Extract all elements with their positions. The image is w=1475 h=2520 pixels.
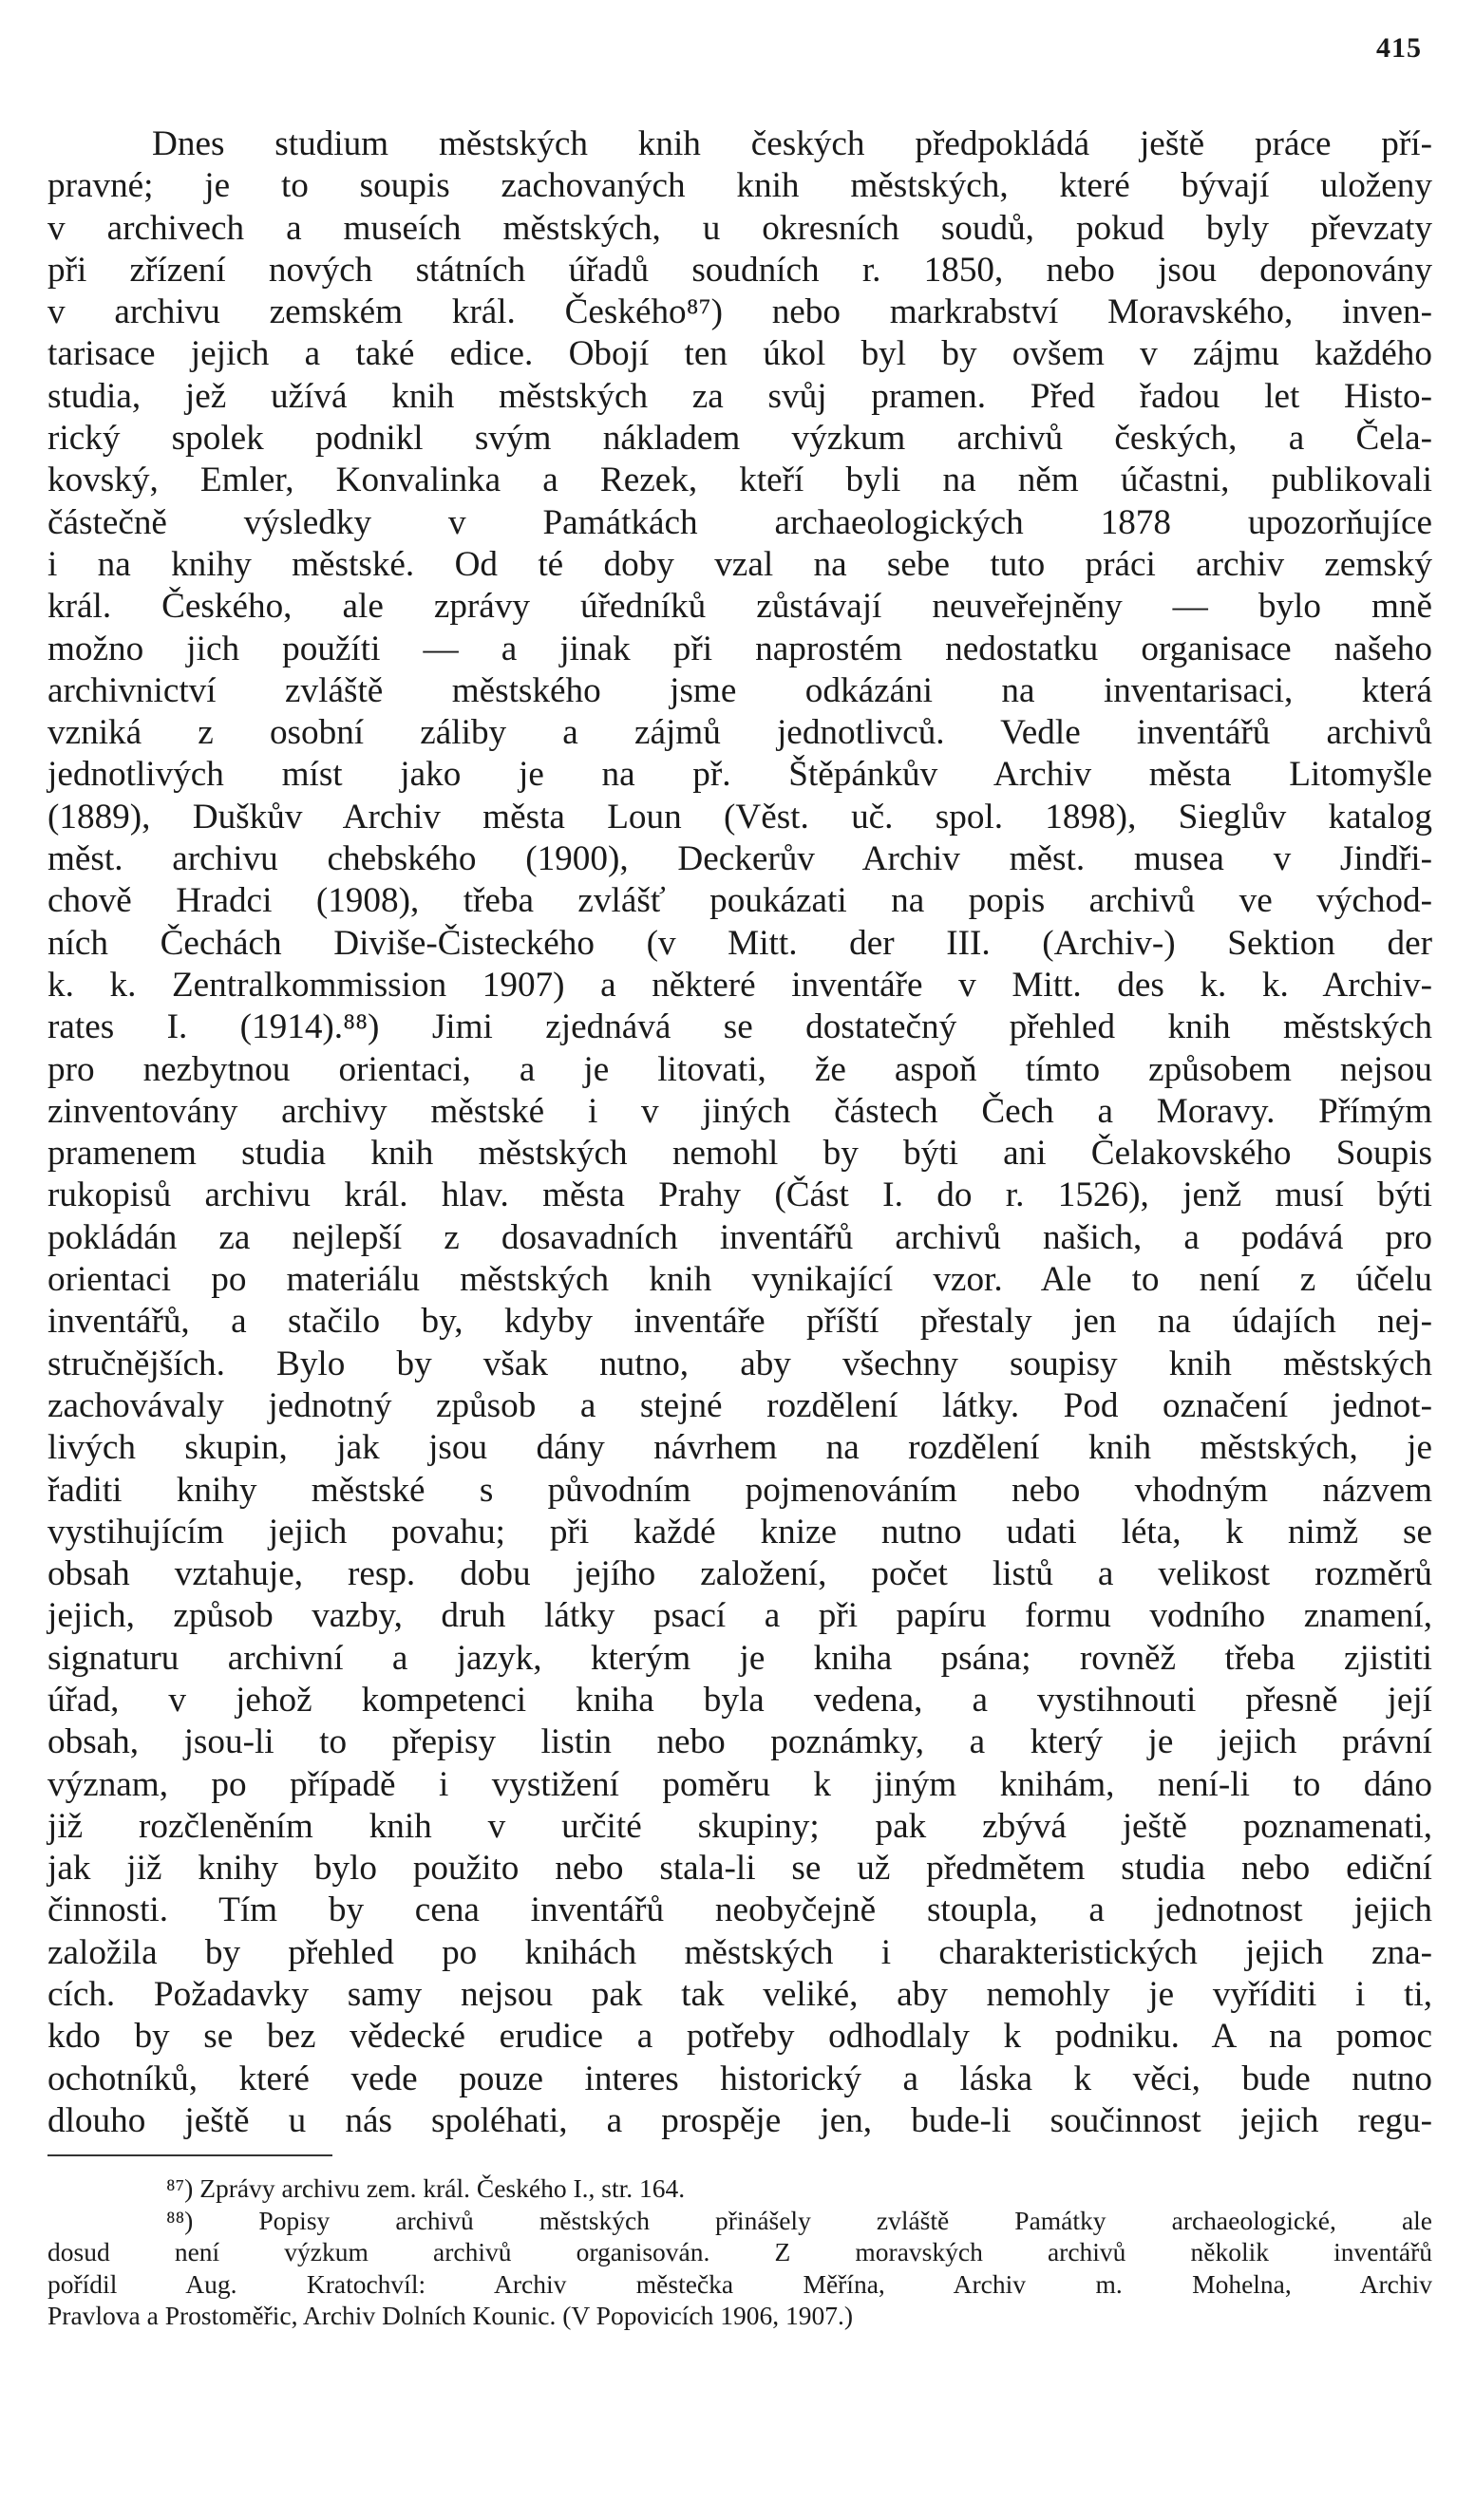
text-line: pokládán za nejlepší z dosavadních inventářů archivů našich, a podává pro (47, 1217, 1432, 1257)
text-line: v archivu zemském král. Českého⁸⁷) nebo markrabství Moravského, inven- (47, 292, 1432, 332)
text-line: řaditi knihy městské s původním pojmenováním nebo vhodným názvem (47, 1470, 1432, 1510)
text-line: při zřízení nových státních úřadů soudních r. 1850, nebo jsou deponovány (47, 250, 1432, 290)
text-line: k. k. Zentralkommission 1907) a některé inventáře v Mitt. des k. k. Archiv- (47, 965, 1432, 1005)
text-line: archivnictví zvláště městského jsme odkázáni na inventarisaci, která (47, 670, 1432, 710)
footnote-line: Pravlova a Prostoměřic, Archiv Dolních Kounic. (V Popovicích 1906, 1907.) (47, 2301, 854, 2330)
text-line: pramenem studia knih městských nemohl by býti ani Čelakovského Soupis (47, 1134, 1432, 1174)
footnote-line: ⁸⁸) Popisy archivů městských přinášely zvláště Památky archaeologické, ale (166, 2205, 1432, 2235)
text-line: v archivech a museích městských, u okresních soudů, pokud byly převzaty (47, 208, 1432, 248)
footnote (47, 2172, 1432, 2205)
text-line: (1889), Duškův Archiv města Loun (Věst. uč. spol. 1898), Sieglův katalog (47, 797, 1432, 837)
text-line: zachovávaly jednotný způsob a stejné rozdělení látky. Pod označení jednot- (47, 1385, 1432, 1425)
text-line: pravné; je to soupis zachovaných knih městských, které bývají uloženy (47, 166, 1432, 206)
text-line: studia, jež užívá knih městských za svůj pramen. Před řadou let Histo- (47, 376, 1432, 416)
text-line: obsah, jsou-li to přepisy listin nebo poznámky, a který je jejich právní (47, 1722, 1432, 1762)
text-line: dlouho ještě u nás spoléhati, a prospěje jen, bude-li součinnost jejich regu- (47, 2100, 1432, 2140)
text-line: král. Českého, ale zprávy úředníků zůstávají neuveřejněny — bylo mně (47, 587, 1432, 627)
text-line: význam, po případě i vystižení poměru k jiným knihám, není-li to dáno (47, 1764, 1432, 1804)
text-line: obsah vztahuje, resp. dobu jejího založení, počet listů a velikost rozměrů (47, 1554, 1432, 1594)
footnote (47, 2205, 1432, 2332)
text-line: inventářů, a stačilo by, kdyby inventáře příští přestaly jen na údajích nej- (47, 1302, 1432, 1342)
text-line: cích. Požadavky samy nejsou pak tak veliké, aby nemohly je vyříditi i ti, (47, 1975, 1432, 2015)
footnote-line: ⁸⁷) Zprávy archivu zem. král. Českého I., str. 164. (166, 2173, 686, 2203)
footnote-divider (47, 2154, 332, 2156)
text-line: tarisace jejich a také edice. Obojí ten úkol byl by ovšem v zájmu každého (47, 334, 1432, 374)
text-line: rický spolek podnikl svým nákladem výzkum archivů českých, a Čela- (47, 419, 1432, 459)
text-line: možno jich použíti — a jinak při naprostém nedostatku organisace našeho (47, 629, 1432, 668)
text-line: signaturu archivní a jazyk, kterým je kniha psána; rovněž třeba zjistiti (47, 1638, 1432, 1678)
text-line: činnosti. Tím by cena inventářů neobyčejně stoupla, a jednotnost jejich (47, 1890, 1432, 1930)
text-line: rates I. (1914).⁸⁸) Jimi zjednává se dostatečný přehled knih městských (47, 1007, 1432, 1047)
text-line: zinventovány archivy městské i v jiných částech Čech a Moravy. Přímým (47, 1091, 1432, 1131)
text-line: kovský, Emler, Konvalinka a Rezek, kteří byli na něm účastni, publikovali (47, 461, 1432, 500)
text-line: ních Čechách Diviše-Čisteckého (v Mitt. der III. (Archiv-) Sektion der (47, 923, 1432, 963)
text-line: jednotlivých míst jako je na př. Štěpánkův Archiv města Litomyšle (47, 755, 1432, 795)
text-line: jak již knihy bylo použito nebo stala-li se už předmětem studia nebo ediční (47, 1849, 1432, 1889)
text-line: měst. archivu chebského (1900), Deckerův Archiv měst. musea v Jindři- (47, 839, 1432, 879)
footnote-line: pořídil Aug. Kratochvíl: Archiv městečka Měřína, Archiv m. Mohelna, Archiv (47, 2268, 1432, 2299)
text-line: vzniká z osobní záliby a zájmů jednotlivců. Vedle inventářů archivů (47, 713, 1432, 753)
text-line: chově Hradci (1908), třeba zvlášť poukázati na popis archivů ve východ- (47, 881, 1432, 921)
footnotes (47, 2172, 1432, 2332)
text-line: i na knihy městské. Od té doby vzal na sebe tuto práci archiv zemský (47, 544, 1432, 584)
text-line: částečně výsledky v Památkách archaeologických 1878 upozorňujíce (47, 502, 1432, 542)
text-line: již rozčleněním knih v určité skupiny; pak zbývá ještě poznamenati, (47, 1806, 1432, 1846)
text-line: orientaci po materiálu městských knih vynikající vzor. Ale to není z účelu (47, 1260, 1432, 1300)
text-line: vystihujícím jejich povahu; při každé knize nutno udati léta, k nimž se (47, 1512, 1432, 1551)
text-line: ochotníků, které vede pouze interes historický a láska k věci, bude nutno (47, 2059, 1432, 2098)
text-line: Dnes studium městských knih českých předpokládá ještě práce pří- (152, 124, 1432, 163)
page-number: 415 (1376, 32, 1422, 64)
body-text (47, 123, 1432, 2142)
text-line: jejich, způsob vazby, druh látky psací a při papíru formu vodního znamení, (47, 1596, 1432, 1636)
text-line: pro nezbytnou orientaci, a je litovati, že aspoň tímto způsobem nejsou (47, 1049, 1432, 1089)
text-line: stručnějších. Bylo by však nutno, aby všechny soupisy knih městských (47, 1344, 1432, 1383)
text-line: založila by přehled po knihách městských i charakteristických jejich zna- (47, 1932, 1432, 1972)
footnote-line: dosud není výzkum archivů organisován. Z moravských archivů několik inventářů (47, 2237, 1432, 2266)
text-line: rukopisů archivu král. hlav. města Prahy (Část I. do r. 1526), jenž musí býti (47, 1175, 1432, 1215)
text-line: livých skupin, jak jsou dány návrhem na rozdělení knih městských, je (47, 1428, 1432, 1468)
text-line: úřad, v jehož kompetenci kniha byla vedena, a vystihnouti přesně její (47, 1680, 1432, 1720)
text-line: kdo by se bez vědecké erudice a potřeby odhodlaly k podniku. A na pomoc (47, 2017, 1432, 2057)
